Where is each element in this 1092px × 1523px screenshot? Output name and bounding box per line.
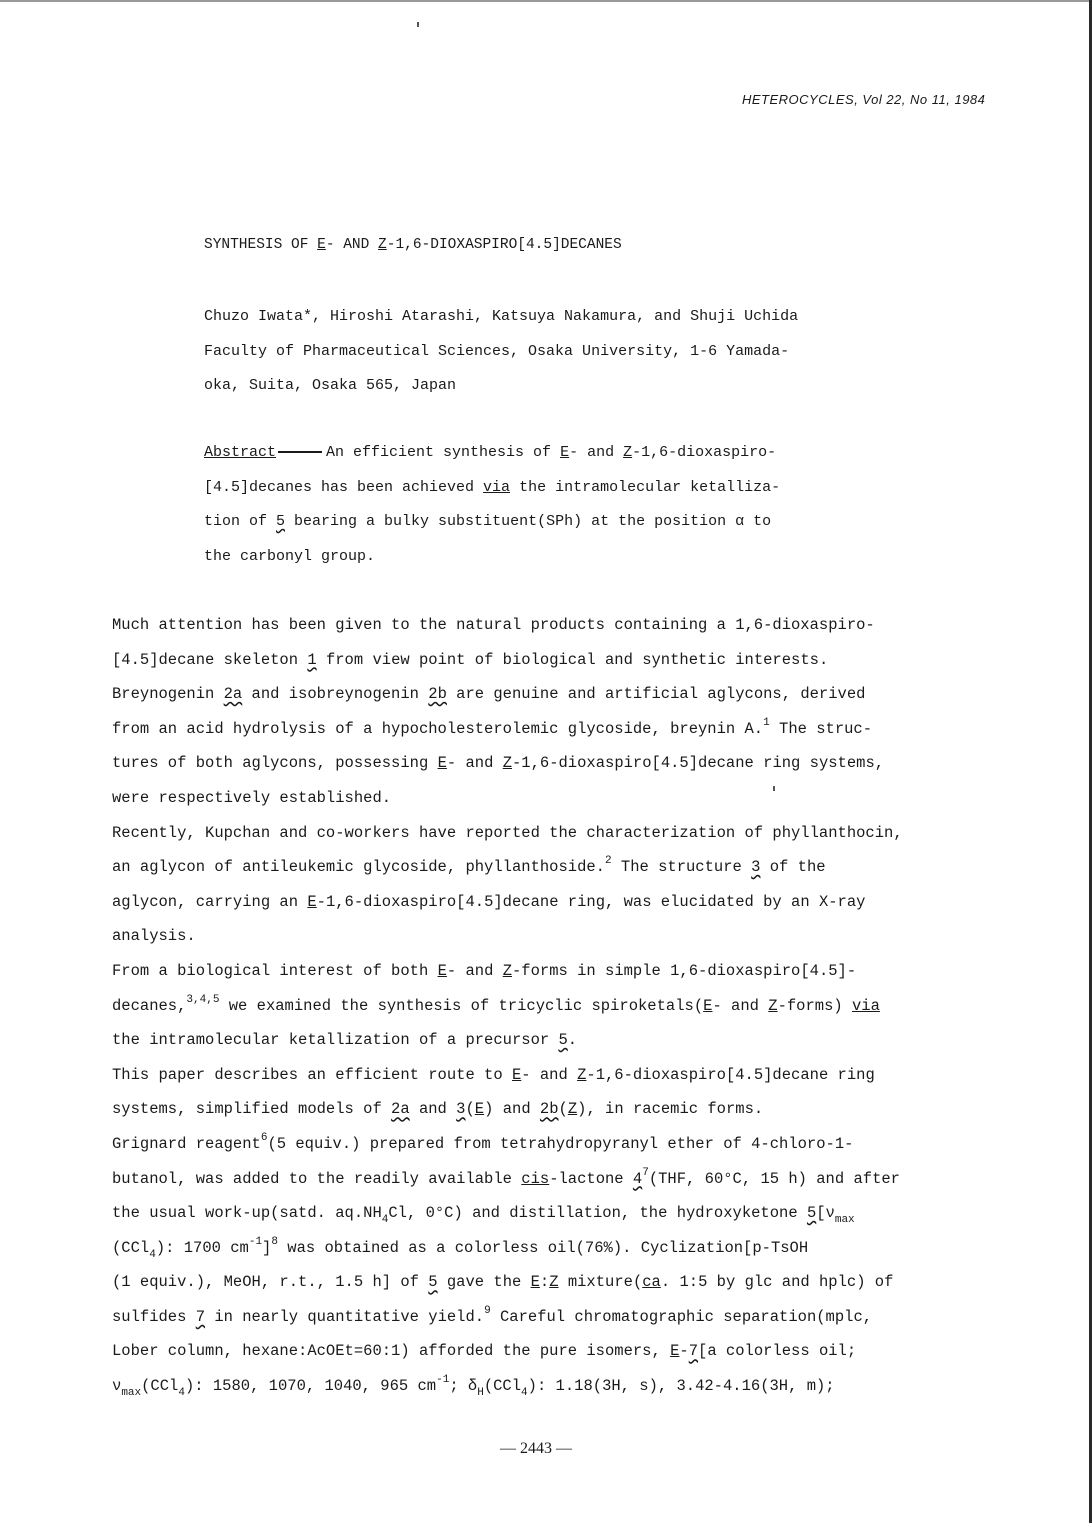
body-line: (CCl$_4$): 1700 $cm^{-1}]^8$ was obtained as a colorless oil(76%). Cyclization[p-TsOH (112, 1235, 809, 1261)
scan-top-edge (0, 0, 1092, 2)
abstract-line: [4.5]decanes has been achieved via the intramolecular ketalliza- (204, 478, 781, 496)
abstract-line: Abstract An efficient synthesis of E- and Z-1,6-dioxaspiro- (204, 444, 777, 461)
body-line: Breynogenin 2a and isobreynogenin 2b are genuine and artificial aglycons, derived (112, 685, 866, 704)
page-number: — 2443 — (500, 1440, 572, 1457)
affiliation-line: oka, Suita, Osaka 565, Japan (204, 377, 457, 395)
body-line: Recently, Kupchan and co-workers have reported the characterization of phyllanthocin, (112, 823, 903, 842)
body-line: the intramolecular ketallization of a precursor 5. (112, 1031, 578, 1050)
body-line: (1 equiv.), MeOH, r.t., 1.5 h] of 5 gave the E:Z mixture(ca. 1:5 by glc and hplc) of (112, 1273, 894, 1292)
journal-header: HETEROCYCLES, Vol 22, No 11, 1984 (742, 92, 986, 107)
author-block (204, 300, 798, 404)
body-line: from an acid hydrolysis of a hypocholesterolemic glycoside, breynin A.$^1$ The struc- (112, 716, 873, 738)
abstract (204, 436, 780, 574)
abstract-dash (278, 451, 322, 453)
body-line: [4.5]decane skeleton 1 from view point of biological and synthetic interests. (112, 650, 829, 669)
affiliation-line: Faculty of Pharmaceutical Sciences, Osaka University, 1-6 Yamada- (204, 342, 790, 360)
body-line: were respectively established. (112, 788, 392, 807)
body-line: From a biological interest of both E- and Z-forms in simple 1,6-dioxaspiro[4.5]- (112, 961, 857, 980)
body-line: $\nu_{max}(CCl_4)$: 1580, 1070, 1040, 965 $cm^{-1}$; $\delta_H(CCl_4)$: 1.18(3H, s), 3.42-4.16(3H, m); (112, 1374, 835, 1400)
body-line: tures of both aglycons, possessing E- and Z-1,6-dioxaspiro[4.5]decane ring systems, (112, 754, 885, 773)
abstract-line: tion of 5 bearing a bulky substituent(SPh) at the position α to (204, 513, 772, 531)
body-line: aglycon, carrying an E-1,6-dioxaspiro[4.5]decane ring, was elucidated by an X-ray (112, 892, 866, 911)
body-line: sulfides 7 in nearly quantitative yield.$^9$ Careful chromatographic separation(mplc, (112, 1304, 873, 1326)
abstract-label: Abstract (204, 444, 277, 461)
body-line: butanol, was added to the readily available cis-lactone $4^7(THF$, 60°C, 15 h) and after (112, 1166, 900, 1188)
paper-title: SYNTHESIS OF E- AND Z-1,6-DIOXASPIRO[4.5]DECANES (204, 237, 622, 253)
scan-speck (417, 22, 419, 27)
body-line: Lober column, hexane:AcOEt=60:1) afforded the pure isomers, E-7[a colorless oil; (112, 1342, 857, 1361)
body-line: systems, simplified models of 2a and 3(E) and 2b(Z), in racemic forms. (112, 1100, 764, 1119)
author-names: Chuzo Iwata*, Hiroshi Atarashi, Katsuya Nakamura, and Shuji Uchida (204, 308, 799, 325)
body-line: an aglycon of antileukemic glycoside, phyllanthoside.$^2$ The structure 3 of the (112, 855, 826, 877)
body-line: decanes,$^{3,4,5}$ we examined the synthesis of tricyclic spiroketals(E- and Z-forms) via (112, 993, 880, 1015)
body-line: Much attention has been given to the natural products containing a 1,6-dioxaspiro- (112, 616, 875, 634)
body-line: Grignard reagent$^6$(5 equiv.) prepared from tetrahydropyranyl ether of 4-chloro-1- (112, 1131, 854, 1153)
body-line: This paper describes an efficient route to E- and Z-1,6-dioxaspiro[4.5]decane ring (112, 1065, 875, 1084)
body-line: the usual work-up(satd. $aq.NH_4Cl$, 0°C) and distillation, the hydroxyketone $5[\nu_{max}$ (112, 1204, 855, 1227)
body-text (112, 608, 903, 1404)
body-line: analysis. (112, 927, 196, 946)
abstract-line: the carbonyl group. (204, 547, 376, 565)
